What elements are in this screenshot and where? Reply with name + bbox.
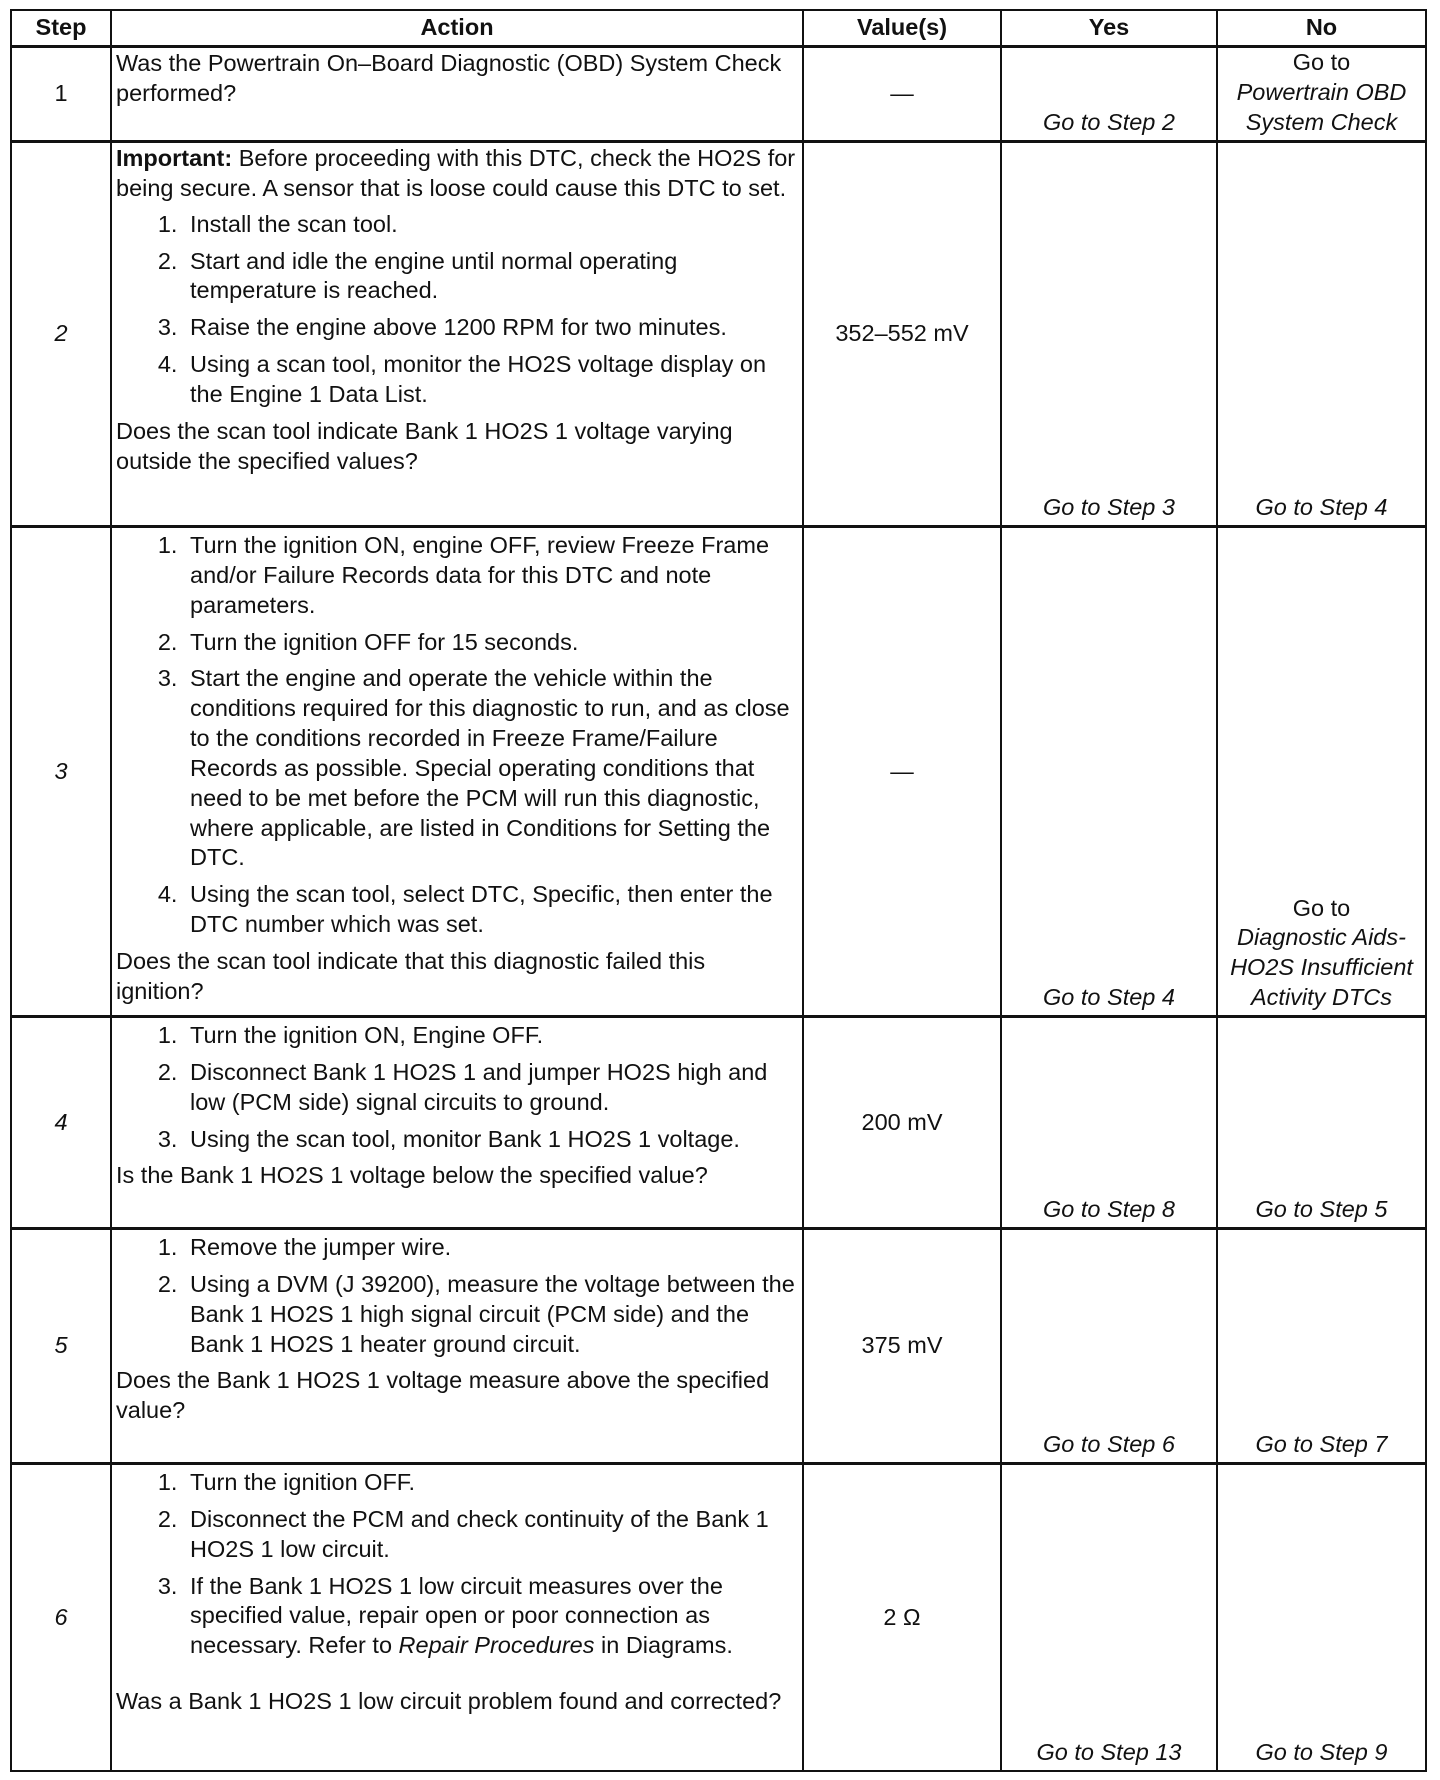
step-number: 6 (11, 1464, 111, 1772)
list-item: 2. Start and idle the engine until normal operating temperature is reached. (184, 247, 798, 307)
no-cell: Go to Step 9 (1217, 1464, 1426, 1772)
value-cell: 352–552 mV (803, 142, 1001, 527)
procedure-list (116, 1468, 798, 1661)
step-number: 5 (11, 1229, 111, 1464)
yes-cell: Go to Step 4 (1001, 527, 1217, 1017)
table-row (11, 1229, 1426, 1464)
question-text: Does the scan tool indicate that this diagnostic failed this ignition? (116, 947, 706, 1004)
no-goto-target-line: Powertrain OBD (1236, 79, 1407, 106)
action-cell (111, 1229, 803, 1464)
table-row (11, 142, 1426, 527)
action-cell (111, 142, 803, 527)
yes-cell: Go to Step 3 (1001, 142, 1217, 527)
list-item: 3. Raise the engine above 1200 RPM for two minutes. (184, 313, 798, 343)
list-item: 4. Using a scan tool, monitor the HO2S voltage display on the Engine 1 Data List. (184, 350, 798, 410)
action-cell (111, 527, 803, 1017)
list-item: 2. Turn the ignition OFF for 15 seconds. (184, 628, 798, 658)
question-text: Is the Bank 1 HO2S 1 voltage below the specified value? (116, 1162, 708, 1189)
no-goto-label: Go to (1292, 49, 1351, 76)
no-goto-target-line: Activity DTCs (1251, 984, 1392, 1011)
list-item: 1. Remove the jumper wire. (184, 1233, 798, 1263)
question-text: Does the scan tool indicate Bank 1 HO2S 1 voltage varying outside the specified values? (116, 417, 733, 474)
header-yes: Yes (1001, 10, 1217, 47)
question-text: Was a Bank 1 HO2S 1 low circuit problem found and corrected? (116, 1688, 782, 1715)
list-item: 1. Turn the ignition ON, engine OFF, review Freeze Frame and/or Failure Records data for this DTC and note parameters. (184, 531, 798, 621)
question-text: Was the Powertrain On–Board Diagnostic (OBD) System Check performed? (116, 50, 782, 106)
list-item: 2. Using a DVM (J 39200), measure the voltage between the Bank 1 HO2S 1 high signal circuit (PCM side) and the Bank 1 HO2S 1 heater ground circuit. (184, 1270, 798, 1360)
repair-procedures-reference: Repair Procedures (398, 1632, 595, 1659)
list-item-text: If the Bank 1 HO2S 1 low circuit measures over the specified value, repair open or poor connection as necessary. Refer to (190, 1572, 723, 1659)
list-item: 3. Start the engine and operate the vehicle within the conditions required for this diagnostic to run, and as close to the conditions recorded in Freeze Frame/Failure Records as possible. Special operating conditions that need to be met before the PCM will run this diagnostic, where applicable, are listed in Conditions for Setting the DTC. (184, 664, 798, 873)
diagnostic-table (10, 9, 1427, 1772)
list-item-text: in Diagrams. (594, 1632, 733, 1659)
no-goto-label: Go to (1292, 894, 1351, 921)
important-label: Important: (116, 145, 233, 171)
no-goto-target-line: Diagnostic Aids- (1237, 924, 1406, 951)
important-note (116, 144, 798, 204)
no-goto-target-line: HO2S Insufficient (1230, 954, 1413, 981)
no-cell (1217, 527, 1426, 1017)
value-cell: 375 mV (803, 1229, 1001, 1464)
list-item: 2. Disconnect the PCM and check continuity of the Bank 1 HO2S 1 low circuit. (184, 1505, 798, 1565)
header-row (11, 10, 1426, 47)
list-item: 1. Install the scan tool. (184, 210, 798, 240)
list-item: 1. Turn the ignition ON, Engine OFF. (184, 1021, 798, 1051)
header-action: Action (111, 10, 803, 47)
no-goto-target-line: System Check (1245, 109, 1398, 136)
no-cell: Go to Step 7 (1217, 1229, 1426, 1464)
procedure-list (116, 1021, 798, 1154)
list-item: 1. Turn the ignition OFF. (184, 1468, 798, 1498)
table-row (11, 47, 1426, 142)
step-number: 1 (11, 47, 111, 142)
table-row (11, 1464, 1426, 1772)
step-number: 3 (11, 527, 111, 1017)
list-item (184, 1572, 798, 1662)
value-cell: 200 mV (803, 1017, 1001, 1229)
list-item: 2. Disconnect Bank 1 HO2S 1 and jumper HO2S high and low (PCM side) signal circuits to ground. (184, 1058, 798, 1118)
procedure-list (116, 210, 798, 410)
no-cell: Go to Step 4 (1217, 142, 1426, 527)
step-number: 2 (11, 142, 111, 527)
no-cell: Go to Step 5 (1217, 1017, 1426, 1229)
list-item: 4. Using the scan tool, select DTC, Specific, then enter the DTC number which was set. (184, 880, 798, 940)
value-cell: — (803, 47, 1001, 142)
table-row (11, 527, 1426, 1017)
procedure-list (116, 531, 798, 940)
header-no: No (1217, 10, 1426, 47)
no-cell (1217, 47, 1426, 142)
step-number: 4 (11, 1017, 111, 1229)
header-values: Value(s) (803, 10, 1001, 47)
value-cell: — (803, 527, 1001, 1017)
yes-cell: Go to Step 13 (1001, 1464, 1217, 1772)
header-step: Step (11, 10, 111, 47)
yes-cell: Go to Step 8 (1001, 1017, 1217, 1229)
important-text: Before proceeding with this DTC, check the HO2S for being secure. A sensor that is loose could cause this DTC to set. (116, 145, 796, 201)
question-text: Does the Bank 1 HO2S 1 voltage measure above the specified value? (116, 1367, 770, 1424)
table-row (11, 1017, 1426, 1229)
list-item: 3. Using the scan tool, monitor Bank 1 HO2S 1 voltage. (184, 1125, 798, 1155)
action-cell (111, 47, 803, 142)
yes-cell: Go to Step 2 (1001, 47, 1217, 142)
value-cell: 2 Ω (803, 1464, 1001, 1772)
yes-cell: Go to Step 6 (1001, 1229, 1217, 1464)
procedure-list (116, 1233, 798, 1359)
action-cell (111, 1017, 803, 1229)
action-cell (111, 1464, 803, 1772)
